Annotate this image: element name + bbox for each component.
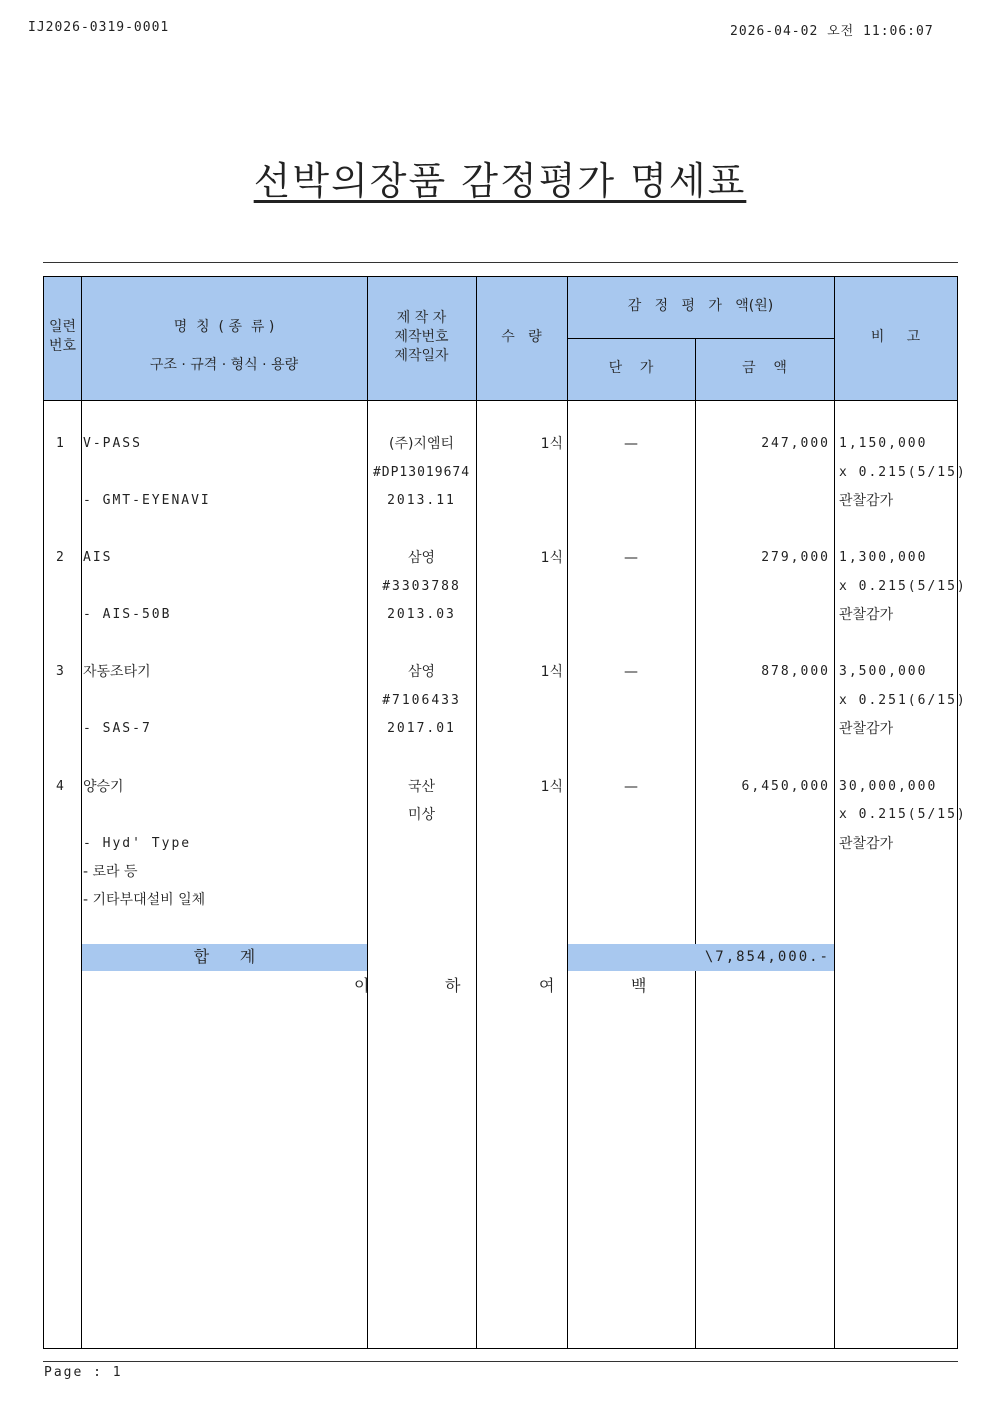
col-amount: 금 액 <box>742 360 787 376</box>
blank-marker-1: 이 <box>354 976 370 995</box>
blank-marker-4: 백 <box>631 976 647 995</box>
bottom-rule <box>43 1361 958 1362</box>
blank-marker-3: 여 <box>539 976 555 995</box>
top-rule <box>43 262 958 263</box>
appraisal-table: 일련 번호 명 칭 ( 종 류 ) 구조 · 규격 · 형식 · 용량 제 작 자 제작번호 제작일자 수 량 감 정 평 가 액(원) 단 가 금 액 비 고 1 V-PASS - GMT-EYENAVI (주)지엠티 #DP13019674 2013.11 1식 — 247,000 1,150,000 x 0.215(5/15) 관찰감가 2 AIS - AIS-50B 삼영 #3303788 2013.03 1식 — 279,000 1,300,000 x 0.215(5/15) 관찰감가 3 자동조타기 - SAS-7 삼영 #7106433 2017.01 1식 — 878,000 3,500,000 x 0.251(6/15) 관찰감가 4 양승기 - Hyd' Type - 로라 등 - 기타부대설비 일체 국산 미상 1식 — 6,450,000 30,000,000 x 0.215(5/15) 관찰감가 합 계 \7,854,000.- 이 하 여 백 <box>43 276 958 1349</box>
col-qty: 수 량 <box>501 329 542 345</box>
col-maker: 제 작 자 제작번호 제작일자 <box>394 310 449 364</box>
col-name: 명 칭 ( 종 류 ) 구조 · 규격 · 형식 · 용량 <box>149 319 299 373</box>
page-title: 선박의장품 감정평가 명세표 <box>253 159 747 203</box>
col-unit-price: 단 가 <box>608 360 654 376</box>
col-serial: 일련 번호 <box>48 319 77 354</box>
document-id: IJ2026-0319-0001 <box>28 20 170 35</box>
print-datetime: 2026-04-02 오전 11:06:07 <box>730 24 934 39</box>
col-appraisal: 감 정 평 가 액(원) <box>627 298 774 314</box>
page-number: Page : 1 <box>44 1365 123 1380</box>
table-header <box>44 277 957 401</box>
col-remark: 비 고 <box>870 329 921 345</box>
total-label: 합 계 <box>193 947 256 966</box>
total-amount: \7,854,000.- <box>704 949 830 965</box>
blank-marker-2: 하 <box>445 976 461 995</box>
